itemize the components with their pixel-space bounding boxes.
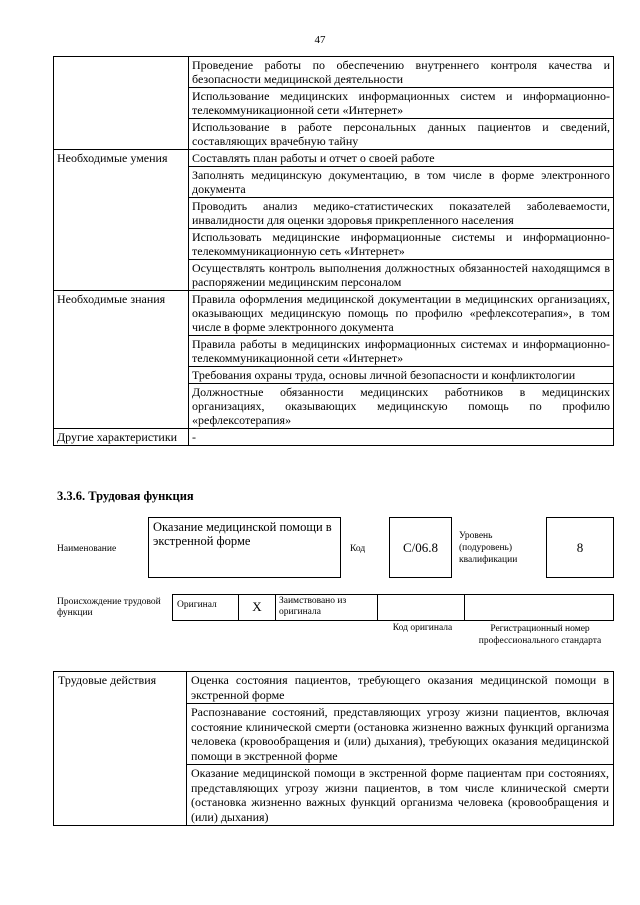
origin-row	[172, 594, 614, 621]
qualification-level-box: 8	[546, 517, 614, 578]
row-label	[54, 57, 189, 150]
page-number: 47	[314, 34, 326, 46]
section-title: 3.3.6. Трудовая функция	[57, 489, 194, 503]
original-mark: X	[239, 595, 276, 620]
table-cell: Составлять план работы и отчет о своей работе	[189, 150, 614, 167]
code-label: Код	[350, 544, 366, 554]
name-label: Наименование	[57, 544, 117, 554]
table-cell: Правила работы в медицинских информационных системах и информационно-телекоммуникационной сети «Интернет»	[189, 336, 614, 367]
table-cell: Использование в работе персональных данных пациентов и сведений, составляющих врачебную тайну	[189, 119, 614, 150]
table-cell: Проводить анализ медико-статистических показателей заболеваемости, инвалидности для оценки здоровья прикрепленного населения	[189, 198, 614, 229]
table-cell: Осуществлять контроль выполнения должностных обязанностей находящимся в распоряжении медицинским персоналом	[189, 260, 614, 291]
table-cell: Использовать медицинские информационные системы и информационно-телекоммуникационную сеть «Интернет»	[189, 229, 614, 260]
row-label: Необходимые умения	[54, 150, 189, 291]
table-row	[54, 291, 614, 336]
origin-label: Происхождение трудовой функции	[57, 597, 161, 618]
table-cell: Проведение работы по обеспечению внутреннего контроля качества и безопасности медицинской деятельности	[189, 57, 614, 88]
reg-number-caption: Регистрационный номер профессионального стандарта	[478, 624, 602, 646]
table-cell: Распознавание состояний, представляющих угрозу жизни пациентов, включая состояние клинической смерти (остановка жизненно важных функций организма человека (кровообращения и (или) дыхания), требующих оказания медицинской помощи в экстренной форме	[187, 704, 614, 765]
table-cell: Должностные обязанности медицинских работников в медицинских организациях, оказывающих медицинскую помощь по профилю «рефлексотерапия»	[189, 384, 614, 429]
table-row	[54, 429, 614, 446]
table-cell: -	[189, 429, 614, 446]
labour-actions-table	[53, 671, 614, 826]
function-code-box: С/06.8	[389, 517, 452, 578]
original-label: Оригинал	[173, 595, 239, 620]
table-row	[54, 672, 614, 704]
borrowed-label: Заимствовано из оригинала	[276, 595, 378, 620]
table-cell: Оценка состояния пациентов, требующего оказания медицинской помощи в экстренной форме	[187, 672, 614, 704]
table-cell: Заполнять медицинскую документацию, в том числе в форме электронного документа	[189, 167, 614, 198]
code-original-cell	[378, 595, 465, 620]
reg-number-cell	[465, 595, 613, 620]
function-name-box: Оказание медицинской помощи в экстренной форме	[148, 517, 341, 578]
table-cell: Оказание медицинской помощи в экстренной форме пациентам при состояниях, представляющих угрозу жизни пациентов, в том числе клинической смерти (остановка жизненно важных функций организма человека (кровообращения и (или) дыхания)	[187, 765, 614, 826]
requirements-table	[53, 56, 614, 446]
table-row	[54, 57, 614, 88]
table-cell: Требования охраны труда, основы личной безопасности и конфликтологии	[189, 367, 614, 384]
row-label: Необходимые знания	[54, 291, 189, 429]
row-label: Другие характеристики	[54, 429, 189, 446]
table-cell: Правила оформления медицинской документации в медицинских организациях, оказывающих медицинскую помощь по профилю «рефлексотерапия», в том числе в форме электронного документа	[189, 291, 614, 336]
table-cell: Использование медицинских информационных систем и информационно-телекоммуникационной сети «Интернет»	[189, 88, 614, 119]
row-label: Трудовые действия	[54, 672, 187, 826]
code-original-caption: Код оригинала	[392, 623, 453, 633]
level-label: Уровень (подуровень) квалификации	[459, 531, 518, 565]
table-row	[54, 150, 614, 167]
